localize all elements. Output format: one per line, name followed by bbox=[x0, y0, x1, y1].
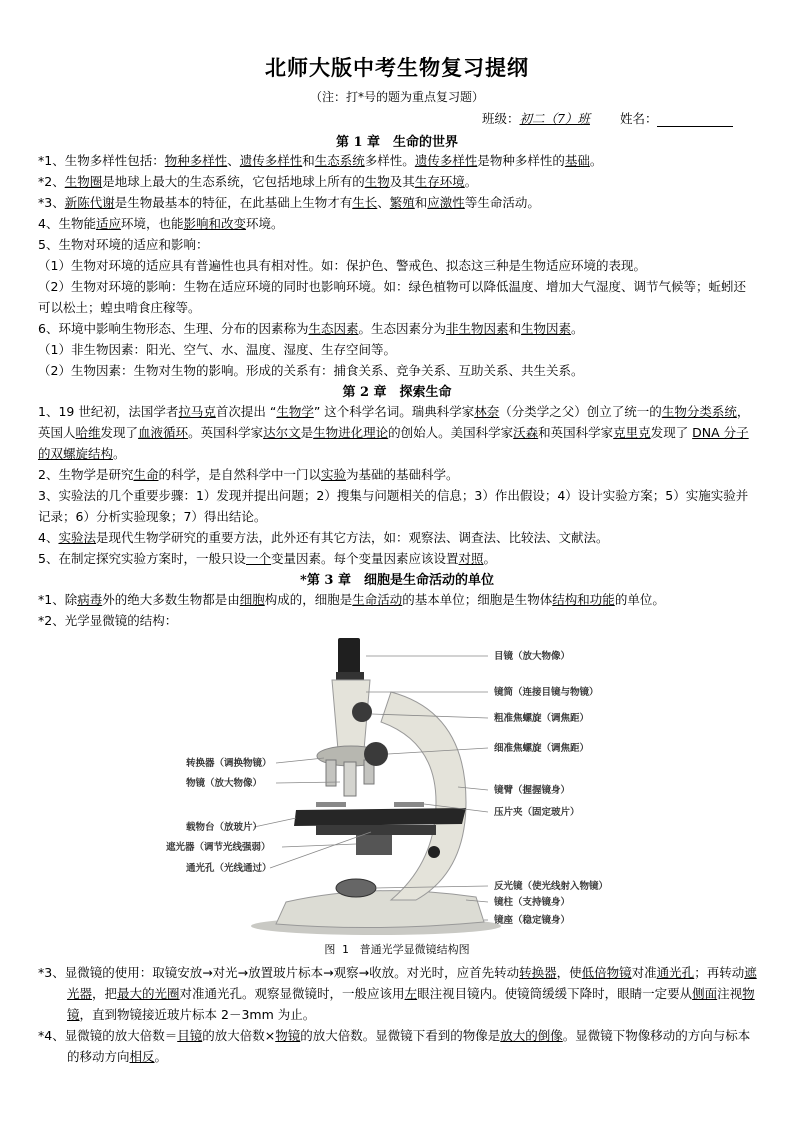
key-term: 生物学 bbox=[276, 404, 314, 419]
label-diaphragm: 遮光器（调节光线强弱） bbox=[166, 842, 271, 853]
key-term: 细胞 bbox=[239, 592, 265, 607]
ch2-item-2: 2、生物学是研究生命的科学，是自然科学中一门以实验为基础的基础科学。 bbox=[38, 467, 459, 482]
key-term: 生命 bbox=[133, 467, 159, 482]
chapter-1-heading: 第 1 章 生命的世界 bbox=[335, 135, 459, 150]
label-base: 镜座（稳定镜身） bbox=[494, 915, 571, 926]
ch3-item-4: *4、显微镜的放大倍数＝目镜的放大倍数×物镜的放大倍数。显微镜下看到的物像是放大的倒像。显微镜下物像移动的方向与标本的移动方向相反。 bbox=[38, 1028, 751, 1064]
ch3-item-2: *2、光学显微镜的结构： bbox=[38, 613, 178, 628]
label-pillar: 镜柱（支持镜身） bbox=[494, 897, 571, 908]
key-term: 生存环境 bbox=[414, 174, 465, 189]
label-arm: 镜臂（握握镜身） bbox=[494, 785, 571, 796]
key-term: 生态因素 bbox=[308, 321, 359, 336]
key-term: 非生物因素 bbox=[446, 321, 509, 336]
key-term: 生物进化理论 bbox=[313, 425, 389, 440]
class-value: 初二（7）班 bbox=[519, 111, 590, 126]
key-term: 生长 bbox=[352, 195, 378, 210]
key-term: 拉马克 bbox=[178, 404, 216, 419]
key-term: 生物 bbox=[364, 174, 390, 189]
key-term: 对照 bbox=[458, 551, 484, 566]
document-note: （注：打*号的题为重点复习题） bbox=[309, 90, 484, 104]
key-term: 生命活动 bbox=[352, 592, 403, 607]
key-term: 放大的倒像 bbox=[500, 1028, 563, 1043]
key-term: 相反 bbox=[129, 1049, 155, 1064]
key-term: 应激性 bbox=[427, 195, 465, 210]
key-term: 新陈代谢 bbox=[64, 195, 115, 210]
key-term: 病毒 bbox=[77, 592, 103, 607]
key-term: 生物因素 bbox=[521, 321, 572, 336]
document-title: 北师大版中考生物复习提纲 bbox=[265, 55, 529, 80]
label-aperture: 通光孔（光线通过） bbox=[186, 863, 272, 874]
ch1-item-5-2: （2）生物对环境的影响：生物在适应环境的同时也影响环境。如：绿色植物可以降低温度、增加大气湿度、调节气候等；蚯蚓还可以松土；蝗虫啃食庄稼等。 bbox=[38, 279, 746, 315]
ch1-item-1: *1、生物多样性包括：物种多样性、遗传多样性和生态系统多样性。遗传多样性是物种多样性的基础。 bbox=[38, 153, 603, 168]
ch2-item-5: 5、在制定探究实验方案时，一般只设一个变量因素。每个变量因素应该设置对照。 bbox=[38, 551, 497, 566]
ch1-item-6-2: （2）生物因素：生物对生物的影响。形成的关系有：捕食关系、竞争关系、互助关系、共生关系。 bbox=[38, 363, 584, 378]
key-term: 侧面 bbox=[692, 986, 718, 1001]
key-term: 最大的光圈 bbox=[117, 986, 180, 1001]
key-term: 克里克 bbox=[613, 425, 651, 440]
key-term: 实验法 bbox=[58, 530, 96, 545]
key-term: 遮光器 bbox=[67, 965, 757, 1001]
key-term: 物镜 bbox=[275, 1028, 301, 1043]
key-term: 左 bbox=[404, 986, 418, 1001]
key-term: 实验 bbox=[321, 467, 347, 482]
label-tube: 镜筒（连接目镜与物镜） bbox=[494, 687, 599, 698]
key-term: 结构和功能 bbox=[552, 592, 615, 607]
chapter-2-heading: 第 2 章 探索生命 bbox=[342, 385, 452, 400]
key-term: 目镜 bbox=[177, 1028, 203, 1043]
key-term: 低倍物镜 bbox=[581, 965, 632, 980]
microscope-diagram bbox=[166, 632, 626, 938]
key-term: 一个 bbox=[245, 551, 271, 566]
key-term: 适应 bbox=[95, 216, 121, 231]
ch1-item-6: 6、环境中影响生物形态、生理、分布的因素称为生态因素。生态因素分为非生物因素和生物因素。 bbox=[38, 321, 584, 336]
ch1-item-5: 5、生物对环境的适应和影响： bbox=[38, 237, 209, 252]
key-term: 林奈 bbox=[474, 404, 500, 419]
key-term: 生物分类系统 bbox=[661, 404, 737, 419]
ch2-item-1: 1、19 世纪初，法国学者拉马克首次提出 “生物学” 这个科学名词。瑞典科学家林奈（分类学之父）创立了统一的生物分类系统，英国人哈维发现了血液循环。英国科学家达尔文是生物进化理论的创始人。美国科学家沃森和英国科学家克里克发现了 DNA 分子的双螺旋结构。 bbox=[38, 404, 750, 461]
ch1-item-2: *2、生物圈是地球上最大的生态系统，它包括地球上所有的生物及其生存环境。 bbox=[38, 174, 478, 189]
name-label: 姓名： bbox=[619, 111, 658, 126]
key-term: 影响和改变 bbox=[183, 216, 246, 231]
key-term: 遗传多样性 bbox=[414, 153, 478, 168]
key-term: 遗传多样性 bbox=[239, 153, 303, 168]
key-term: 物种多样性 bbox=[164, 153, 228, 168]
label-stage-clip: 压片夹（固定玻片） bbox=[494, 807, 580, 818]
label-objective: 物镜（放大物像） bbox=[186, 778, 263, 789]
label-stage: 载物台（放玻片） bbox=[186, 822, 263, 833]
figure-caption: 图 1 普通光学显微镜结构图 bbox=[324, 943, 470, 956]
label-fine-focus: 细准焦螺旋（调焦距） bbox=[494, 743, 590, 754]
label-nosepiece: 转换器（调换物镜） bbox=[186, 758, 272, 769]
key-term: 沃森 bbox=[513, 425, 539, 440]
key-term: 繁殖 bbox=[389, 195, 415, 210]
key-term: 通光孔 bbox=[656, 965, 695, 980]
label-mirror: 反光镜（使光线射入物镜） bbox=[494, 881, 609, 892]
ch3-item-1: *1、除病毒外的绝大多数生物都是由细胞构成的，细胞是生命活动的基本单位；细胞是生物体结构和功能的单位。 bbox=[38, 592, 665, 607]
label-coarse-focus: 粗准焦螺旋（调焦距） bbox=[494, 713, 590, 724]
key-term: 哈维 bbox=[75, 425, 101, 440]
ch1-item-5-1: （1）生物对环境的适应具有普遍性也具有相对性。如：保护色、警戒色、拟态这三种是生物适应环境的表现。 bbox=[38, 258, 646, 273]
ch1-item-6-1: （1）非生物因素：阳光、空气、水、温度、湿度、生存空间等。 bbox=[38, 342, 396, 357]
ch3-item-3: *3、显微镜的使用：取镜安放→对光→放置玻片标本→观察→收放。对光时，应首先转动转换器，使低倍物镜对准通光孔；再转动遮光器，把最大的光圈对准通光孔。观察显微镜时，一般应该用左眼注视目镜内。使镜筒缓缓下降时，眼睛一定要从侧面注视物镜，直到物镜接近玻片标本 2－3mm 为止。 bbox=[38, 965, 757, 1022]
ch1-item-4: 4、生物能适应环境，也能影响和改变环境。 bbox=[38, 216, 284, 231]
class-name-line bbox=[482, 109, 733, 127]
key-term: 转换器 bbox=[519, 965, 557, 980]
ch2-item-3: 3、实验法的几个重要步骤：1）发现并提出问题；2）搜集与问题相关的信息；3）作出假设；4）设计实验方案；5）实施实验并记录；6）分析实验现象；7）得出结论。 bbox=[38, 488, 749, 524]
name-blank bbox=[657, 113, 733, 127]
key-term: 生态系统 bbox=[314, 153, 365, 168]
key-term: 基础 bbox=[564, 153, 590, 168]
key-term: DNA 分子的双螺旋结构 bbox=[38, 425, 749, 461]
key-term: 血液循环 bbox=[138, 425, 189, 440]
chapter-3-heading: *第 3 章 细胞是生命活动的单位 bbox=[300, 573, 494, 588]
key-term: 生物圈 bbox=[64, 174, 103, 189]
class-label: 班级： bbox=[482, 111, 520, 126]
key-term: 达尔文 bbox=[263, 425, 301, 440]
label-eyepiece: 目镜（放大物像） bbox=[494, 651, 571, 662]
key-term: 物镜 bbox=[67, 986, 755, 1022]
ch2-item-4: 4、实验法是现代生物学研究的重要方法，此外还有其它方法，如：观察法、调查法、比较法、文献法。 bbox=[38, 530, 609, 545]
ch1-item-3: *3、新陈代谢是生物最基本的特征，在此基础上生物才有生长、繁殖和应激性等生命活动。 bbox=[38, 195, 540, 210]
